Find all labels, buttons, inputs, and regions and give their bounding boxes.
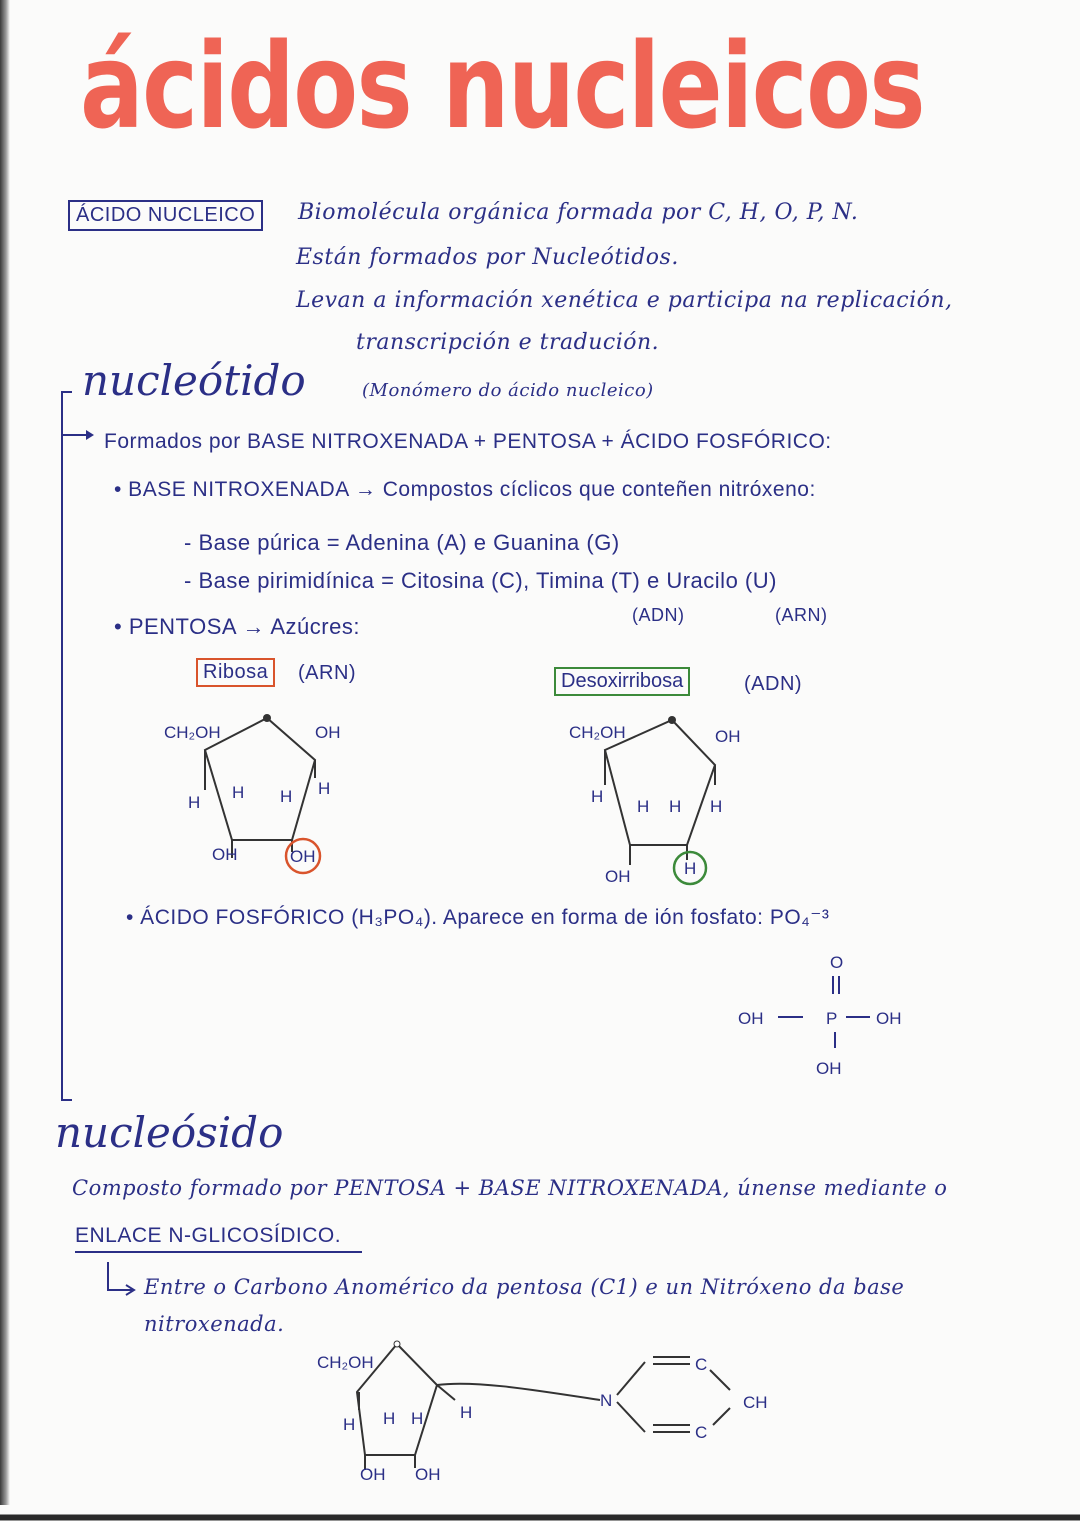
desoxirribosa-structure xyxy=(565,710,755,900)
oh-circled-label: OH xyxy=(290,847,316,866)
oh-label: OH xyxy=(212,845,238,864)
nucleotido-heading: nucleótido xyxy=(82,356,306,405)
nucleosido-definition: Composto formado por PENTOSA + BASE NITROXENADA, únense mediante o xyxy=(72,1176,948,1200)
c-label: C xyxy=(695,1355,708,1374)
enlace-label: ENLACE N-GLICOSÍDICO. xyxy=(75,1224,342,1247)
h-label: H xyxy=(591,787,604,806)
enlace-explanation: Entre o Carbono Anomérico da pentosa (C1) e un Nitróxeno da base xyxy=(144,1275,905,1299)
nucleosido-structure xyxy=(315,1340,795,1490)
acido-nucleico-label: ÁCIDO NUCLEICO xyxy=(68,200,263,231)
page-title: ácidos nucleicos xyxy=(80,17,925,155)
definition-line: Biomolécula orgánica formada por C, H, O, P, N. xyxy=(298,200,859,225)
h-label: H xyxy=(710,797,723,816)
phosphate-structure xyxy=(738,950,918,1080)
h-label: H xyxy=(232,783,245,802)
enlace-explanation-cont: nitroxenada. xyxy=(144,1312,285,1336)
oh-label: OH xyxy=(715,727,741,746)
c-label: C xyxy=(695,1423,708,1442)
ribosa-structure xyxy=(160,710,350,890)
h-circled-label: H xyxy=(684,859,697,878)
pentosa-line: • PENTOSA → Azúcres: xyxy=(114,614,360,639)
arn-note: (ARN) xyxy=(775,605,828,625)
ch-label: CH xyxy=(743,1393,768,1412)
base-nitroxenada-line: • BASE NITROXENADA → Compostos cíclicos que conteñen nitróxeno: xyxy=(114,478,816,501)
oh-label: OH xyxy=(738,1009,764,1028)
ribosa-note: (ARN) xyxy=(298,662,357,684)
oh-label: OH xyxy=(605,867,631,886)
nucleosido-heading: nucleósido xyxy=(55,1108,284,1157)
p-label: P xyxy=(826,1009,838,1028)
n-label: N xyxy=(600,1391,613,1410)
definition-line: Levan a información xenética e participa na replicación, xyxy=(296,288,953,313)
o-label: O xyxy=(830,953,844,972)
h-label: H xyxy=(383,1409,396,1428)
oh-label: OH xyxy=(360,1465,386,1484)
h-label: H xyxy=(460,1403,473,1422)
ch2oh-label: CH₂OH xyxy=(164,723,221,742)
definition-line: Están formados por Nucleótidos. xyxy=(296,245,679,270)
definition-line: transcripción e tradución. xyxy=(356,330,660,355)
oh-label: OH xyxy=(816,1059,842,1078)
ch2oh-label: CH₂OH xyxy=(569,723,626,742)
adn-note: (ADN) xyxy=(632,605,685,625)
h-label: H xyxy=(318,779,331,798)
h-label: H xyxy=(343,1415,356,1434)
h-label: H xyxy=(411,1409,424,1428)
ch2oh-label: CH₂OH xyxy=(317,1353,374,1372)
base-purica-line: - Base púrica = Adenina (A) e Guanina (G) xyxy=(184,530,620,555)
h-label: H xyxy=(669,797,682,816)
oh-label: OH xyxy=(315,723,341,742)
base-pirimidinica-line: - Base pirimidínica = Citosina (C), Timina (T) e Uracilo (U) xyxy=(184,568,777,593)
desoxirribosa-label: Desoxirribosa xyxy=(554,667,690,696)
desoxirribosa-note: (ADN) xyxy=(744,673,803,695)
oh-label: OH xyxy=(876,1009,902,1028)
oh-label: OH xyxy=(415,1465,441,1484)
formados-line: Formados por BASE NITROXENADA + PENTOSA + ÁCIDO FOSFÓRICO: xyxy=(104,430,832,453)
acido-fosforico-line: • ÁCIDO FOSFÓRICO (H₃PO₄). Aparece en forma de ión fosfato: PO₄⁻³ xyxy=(126,906,830,929)
h-label: H xyxy=(280,787,293,806)
h-label: H xyxy=(637,797,650,816)
h-label: H xyxy=(188,793,201,812)
ribosa-label: Ribosa xyxy=(196,658,275,687)
nucleotido-subtitle: (Monómero do ácido nucleico) xyxy=(362,380,654,401)
